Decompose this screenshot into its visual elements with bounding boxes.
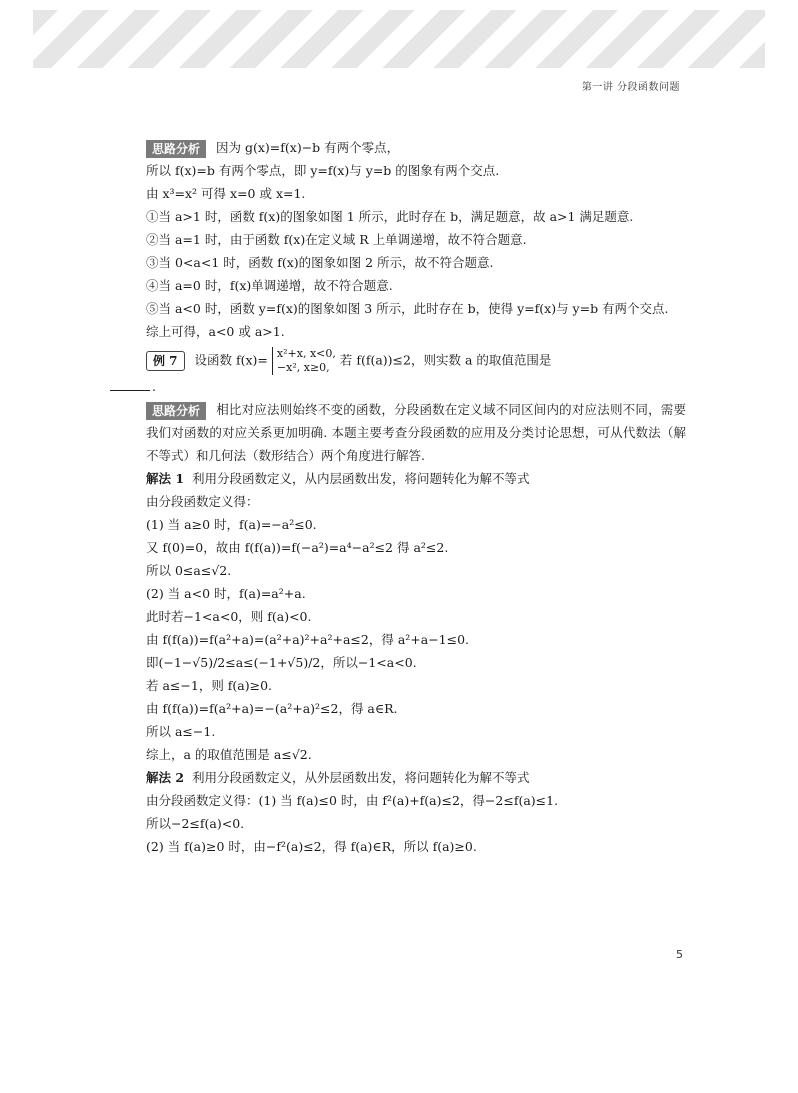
analysis1-line-2: 由 x³=x² 可得 x=0 或 x=1. xyxy=(146,186,306,201)
solution2-line-0: 由分段函数定义得：(1) 当 f(a)≤0 时，由 f²(a)+f(a)≤2，得−2≤f(a)≤1. xyxy=(146,793,559,808)
analysis1-line-3: ①当 a>1 时，函数 f(x)的图象如图 1 所示，此时存在 b，满足题意，故 a>1 满足题意. xyxy=(146,209,634,224)
solution1-line-3: 所以 0≤a≤√2. xyxy=(146,563,232,578)
decorative-header-band xyxy=(33,10,765,68)
running-header: 第一讲 分段函数问题 xyxy=(581,82,680,93)
analysis-badge: 思路分析 xyxy=(146,140,206,158)
solution2-heading: 解法 2 利用分段函数定义，从外层函数出发，将问题转化为解不等式 xyxy=(146,770,530,785)
analysis1-line-8: 综上可得，a<0 或 a>1. xyxy=(146,324,285,339)
solution1-line-8: 若 a≤−1，则 f(a)≥0. xyxy=(146,678,273,693)
example-answer-blank: . xyxy=(110,375,686,398)
solution1-line-4: (2) 当 a<0 时，f(a)=a²+a. xyxy=(146,586,306,601)
analysis-badge-2: 思路分析 xyxy=(146,402,206,420)
solution1-line-2: 又 f(0)=0，故由 f(f(a))=f(−a²)=a⁴−a²≤2 得 a²≤2. xyxy=(146,540,449,555)
solution1-line-6: 由 f(f(a))=f(a²+a)=(a²+a)²+a²+a≤2，得 a²+a−1≤0. xyxy=(146,632,470,647)
analysis1-line-1: 所以 f(x)=b 有两个零点，即 y=f(x)与 y=b 的图象有两个交点. xyxy=(146,163,500,178)
solution1-line-5: 此时若−1<a<0，则 f(a)<0. xyxy=(146,609,312,624)
solution1-heading: 解法 1 利用分段函数定义，从内层函数出发，将问题转化为解不等式 xyxy=(146,471,530,486)
answer-blank xyxy=(110,390,150,391)
solution1-line-0: 由分段函数定义得： xyxy=(146,494,259,509)
page-content xyxy=(128,136,686,858)
piecewise-function: x²+x, x<0, −x², x≥0, xyxy=(272,347,336,375)
analysis1-line-6: ④当 a=0 时，f(x)单调递增，故不符合题意. xyxy=(146,278,393,293)
page-number: 5 xyxy=(676,948,683,961)
analysis1-line-0: 思路分析 因为 g(x)=f(x)−b 有两个零点， xyxy=(128,136,686,159)
solution1-line-1: (1) 当 a≥0 时，f(a)=−a²≤0. xyxy=(146,517,317,532)
example-7: 例 7 设函数 f(x)= x²+x, x<0, −x², x≥0, 若 f(f(a))≤2，则实数 a 的取值范围是 xyxy=(128,347,686,375)
analysis1-line-7: ⑤当 a<0 时，函数 y=f(x)的图象如图 3 所示，此时存在 b，使得 y=f(x)与 y=b 有两个交点. xyxy=(146,301,669,316)
solution2-line-1: 所以−2≤f(a)<0. xyxy=(146,816,245,831)
analysis1-line-4: ②当 a=1 时，由于函数 f(x)在定义域 R 上单调递增，故不符合题意. xyxy=(146,232,527,247)
solution2-line-2: (2) 当 f(a)≥0 时，由−f²(a)≤2，得 f(a)∈R，所以 f(a)≥0. xyxy=(146,839,477,854)
analysis1-line-5: ③当 0<a<1 时，函数 f(x)的图象如图 2 所示，故不符合题意. xyxy=(146,255,494,270)
solution1-line-11: 综上，a 的取值范围是 a≤√2. xyxy=(146,747,312,762)
example-label: 例 7 xyxy=(146,351,185,371)
solution1-line-10: 所以 a≤−1. xyxy=(146,724,216,739)
solution1-line-7: 即(−1−√5)/2≤a≤(−1+√5)/2，所以−1<a<0. xyxy=(146,655,417,670)
analysis2: 思路分析 相比对应法则始终不变的函数，分段函数在定义域不同区间内的对应法则不同，需要我们对函数的对应关系更加明确. 本题主要考查分段函数的应用及分类讨论思想，可从代数法（解不等式）和几何法（数形结合）两个角度进行解答. xyxy=(146,402,686,463)
solution1-line-9: 由 f(f(a))=f(a²+a)=−(a²+a)²≤2，得 a∈R. xyxy=(146,701,398,716)
